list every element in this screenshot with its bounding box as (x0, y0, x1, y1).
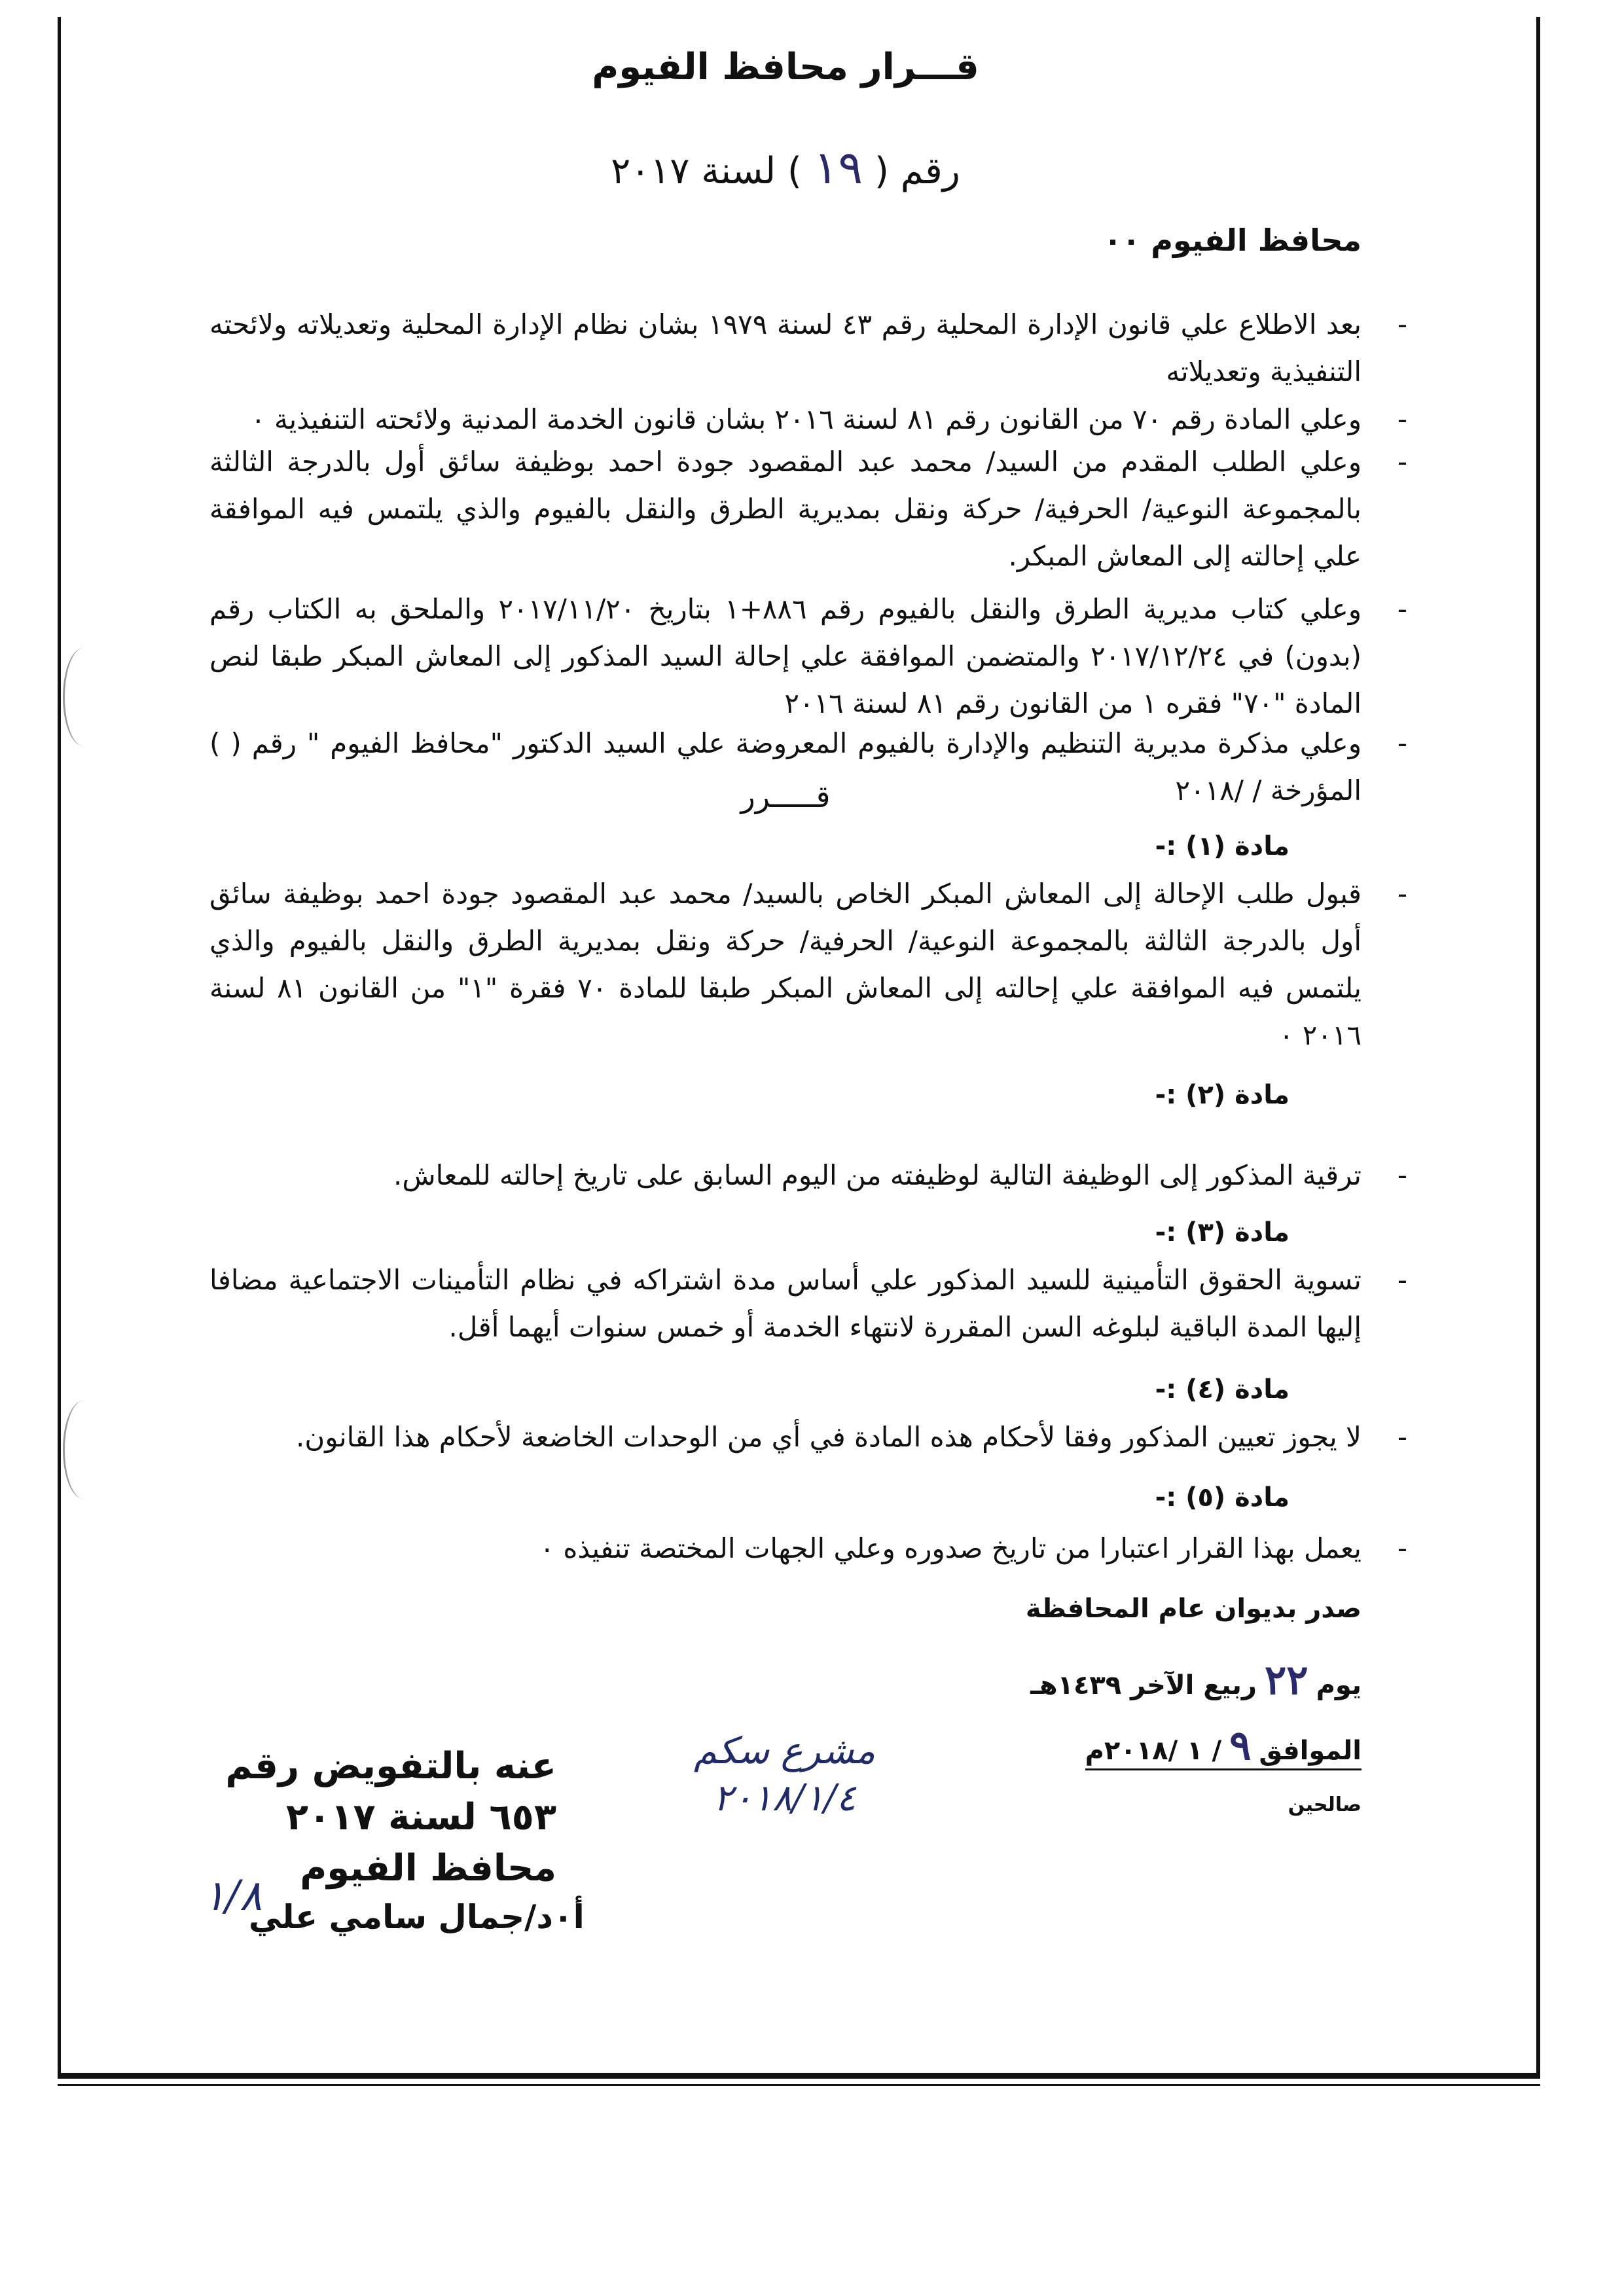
article-label: مادة (٢) :- (1155, 1080, 1290, 1110)
bullet-dash: - (1397, 308, 1407, 340)
article-item (209, 1414, 1407, 1461)
signature-block (164, 1741, 556, 1894)
preamble-item (209, 439, 1407, 580)
preamble-text: وعلي المادة رقم ٧٠ من القانون رقم ٨١ لسنة ٢٠١٦ بشان قانون الخدمة المدنية ولائحته التنفيذية ٠ (251, 403, 1362, 435)
signatory-name: أ٠د/جمال سامي علي (249, 1898, 585, 1936)
article-label: مادة (٣) :- (1155, 1217, 1290, 1247)
preamble-item (209, 586, 1407, 727)
decision-word: قـــــرر (740, 779, 831, 814)
article-item (209, 1525, 1407, 1572)
article-text: تسوية الحقوق التأمينية للسيد المذكور علي أساس مدة اشتراكه في نظام التأمينات الاجتماعية مضافا إليها المدة الباقية لبلوغه السن المقررة لانتهاء الخدمة أو خمس سنوات أيهما أقل. (209, 1264, 1362, 1343)
article-text: يعمل بهذا القرار اعتبارا من تاريخ صدوره وعلي الجهات المختصة تنفيذه ٠ (539, 1532, 1362, 1564)
handwritten-signature: ١/٨ (203, 1872, 262, 1920)
bullet-dash: - (1397, 1532, 1407, 1564)
heading-governor: محافظ الفيوم ٠٠ (1104, 223, 1362, 258)
preamble-text: وعلي كتاب مديرية الطرق والنقل بالفيوم رقم ٨٨٦+١ بتاريخ ٢٠١٧/١١/٢٠ والملحق به الكتاب رقم (بدون) في ٢٠١٧/١٢/٢٤ والمتضمن الموافقة علي إحالة السيد المذكور إلى المعاش المبكر طبقا لنص المادة "٧٠" فقره ١ من القانون رقم ٨١ لسنة ٢٠١٦ (209, 593, 1362, 719)
bullet-dash: - (1397, 727, 1407, 759)
bullet-dash: - (1397, 446, 1407, 478)
initials: صالحين (1288, 1793, 1362, 1816)
decree-title: قـــرار محافظ الفيوم (592, 46, 979, 88)
bullet-dash: - (1397, 1264, 1407, 1296)
article-label: مادة (٥) :- (1155, 1482, 1290, 1513)
preamble-text: بعد الاطلاع علي قانون الإدارة المحلية رقم ٤٣ لسنة ١٩٧٩ بشان نظام الإدارة المحلية وتعديلاته ولائحته التنفيذية وتعديلاته (209, 308, 1362, 387)
signatory-title: محافظ الفيوم (300, 1847, 556, 1890)
number-value: ١٩ (813, 141, 863, 194)
punch-mark (63, 1401, 104, 1499)
article-text: لا يجوز تعيين المذكور وفقا لأحكام هذه المادة في أي من الوحدات الخاضعة لأحكام هذا القانون. (296, 1421, 1362, 1453)
article-label: مادة (١) :- (1155, 831, 1290, 861)
decree-number (209, 141, 1362, 194)
bullet-dash: - (1397, 1159, 1407, 1191)
bullet-dash: - (1397, 878, 1407, 910)
punch-mark (63, 648, 104, 746)
number-suffix: ) لسنة ٢٠١٧ (611, 150, 802, 192)
preamble-item (209, 396, 1407, 443)
delegation-line: عنه بالتفويض رقم ٦٥٣ لسنة ٢٠١٧ (225, 1745, 556, 1839)
handwritten-marginal-note: مشرع سكم ٢٠١٨/١/٤ (694, 1730, 876, 1820)
article-item (209, 870, 1407, 1059)
preamble-item (209, 301, 1407, 395)
article-item (209, 1257, 1407, 1351)
bullet-dash: - (1397, 593, 1407, 625)
issued-line: صدر بديوان عام المحافظة (1025, 1594, 1362, 1624)
article-text: ترقية المذكور إلى الوظيفة التالية لوظيفته من اليوم السابق على تاريخ إحالته للمعاش. (393, 1159, 1362, 1191)
bullet-dash: - (1397, 1421, 1407, 1453)
gregorian-date: الموافق٩/ ١ /٢٠١٨م (1085, 1721, 1362, 1769)
article-item (209, 1152, 1407, 1199)
preamble-text: وعلي مذكرة مديرية التنظيم والإدارة بالفيوم المعروضة علي السيد الدكتور "محافظ الفيوم " رقم ( ) المؤرخة / /٢٠١٨ (209, 727, 1362, 806)
preamble-text: وعلي الطلب المقدم من السيد/ محمد عبد المقصود جودة احمد بوظيفة سائق أول بالدرجة الثالثة بالمجموعة النوعية/ الحرفية/ حركة ونقل بمديرية الطرق والنقل بالفيوم والذي يلتمس فيه الموافقة علي إحالته إلى المعاش المبكر. (209, 446, 1362, 572)
hijri-date: يوم٢٢ربيع الآخر ١٤٣٩هـ (1030, 1656, 1362, 1704)
article-text: قبول طلب الإحالة إلى المعاش المبكر الخاص بالسيد/ محمد عبد المقصود جودة احمد بوظيفة سائق أول بالدرجة الثالثة بالمجموعة النوعية/ الحرفية/ حركة ونقل بمديرية الطرق والنقل بالفيوم والذي يلتمس فيه الموافقة علي إحالته إلى المعاش المبكر طبقا للمادة ٧٠ فقرة "١" من القانون ٨١ لسنة ٢٠١٦ ٠ (209, 878, 1362, 1051)
article-label: مادة (٤) :- (1155, 1374, 1290, 1405)
number-prefix: رقم ( (875, 150, 960, 192)
bullet-dash: - (1397, 403, 1407, 435)
